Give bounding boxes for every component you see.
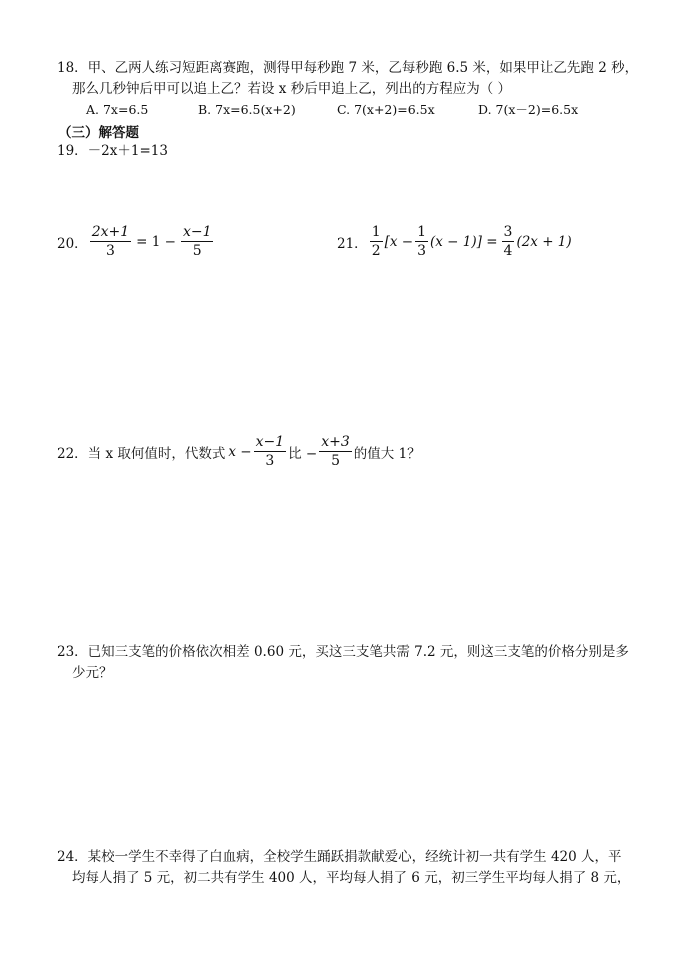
q21-three-quarters-numerator: 3 xyxy=(503,224,513,240)
q22-fraction-1-numerator: x−1 xyxy=(255,434,285,450)
q18-option-b: B. 7x=6.5(x+2) xyxy=(198,102,296,117)
q22-text xyxy=(57,434,421,469)
q18-option-a: A. 7x=6.5 xyxy=(86,102,149,117)
q21-third-denominator: 3 xyxy=(417,243,427,259)
q20-fraction-1 xyxy=(90,224,131,259)
q21-three-quarters xyxy=(502,224,515,259)
q21-bracket-open: [x − xyxy=(384,233,414,250)
q20-number: 20． xyxy=(57,235,88,252)
q22-x: x − xyxy=(228,443,252,460)
q20-middle: = 1 − xyxy=(136,233,176,250)
q21-number: 21． xyxy=(337,235,368,252)
q22-fraction-2 xyxy=(319,434,352,469)
q21-inner: (x − 1)] = xyxy=(430,233,498,250)
q21-three-quarters-denominator: 4 xyxy=(503,243,513,259)
q24-line2: 均每人捐了 5 元，初二共有学生 400 人，平均每人捐了 6 元，初三学生平均每人捐了 8 元， xyxy=(72,870,631,886)
q21-half-denominator: 2 xyxy=(371,243,381,259)
q23-line2: 少元？ xyxy=(72,665,113,681)
q22-fraction-2-numerator: x+3 xyxy=(321,434,350,450)
q24-line1: 24．某校一学生不幸得了白血病，全校学生踊跃捐款献爱心，经统计初一共有学生 420 人，平 xyxy=(57,849,622,865)
q22-fraction-1 xyxy=(254,434,287,469)
section-heading: （三）解答题 xyxy=(58,125,139,141)
q20-fraction-2-numerator: x−1 xyxy=(182,224,212,240)
q22-middle: 比 − xyxy=(288,445,318,462)
q20-fraction-1-denominator: 3 xyxy=(105,243,115,259)
q21-half xyxy=(370,224,383,259)
q19-text: 19．－2x＋1=13 xyxy=(57,143,168,159)
q18-option-d: D. 7(x－2)=6.5x xyxy=(478,102,579,117)
q20-fraction-2 xyxy=(181,224,214,259)
q21-third-numerator: 1 xyxy=(417,224,427,240)
q20-fraction-2-denominator: 5 xyxy=(192,243,202,259)
q22-suffix: 的值大 1？ xyxy=(353,445,421,462)
q20-fraction-1-numerator: 2x+1 xyxy=(91,224,130,240)
q23-line1: 23．已知三支笔的价格依次相差 0.60 元，买这三支笔共需 7.2 元，则这三支笔的价格分别是多 xyxy=(57,644,629,660)
q21-third xyxy=(415,224,428,259)
q22-prefix: 22．当 x 取何值时，代数式 xyxy=(57,445,226,462)
q21-half-numerator: 1 xyxy=(371,224,381,240)
q18-line2: 那么几秒钟后甲可以追上乙？若设 x 秒后甲追上乙，列出的方程应为（ ） xyxy=(72,81,511,97)
q21-tail: (2x + 1) xyxy=(516,233,572,250)
q21-equation xyxy=(337,224,572,259)
q22-fraction-2-denominator: 5 xyxy=(331,453,340,469)
q22-fraction-1-denominator: 3 xyxy=(265,453,275,469)
q18-option-c: C. 7(x+2)=6.5x xyxy=(337,102,435,117)
q20-equation xyxy=(57,224,215,259)
q18-line1: 18．甲、乙两人练习短距离赛跑，测得甲每秒跑 7 米，乙每秒跑 6.5 米，如果甲让乙先跑 2 秒， xyxy=(57,60,639,76)
